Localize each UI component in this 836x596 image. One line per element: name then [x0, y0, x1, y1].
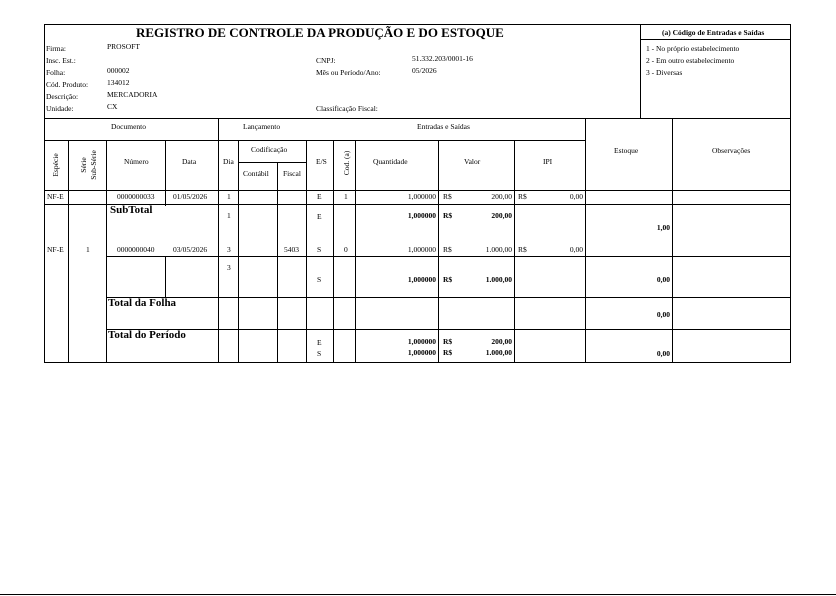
- subtotal1-currency: R$: [443, 211, 453, 220]
- row1-es: E: [317, 192, 322, 201]
- total-periodo-es-saida: S: [317, 349, 322, 358]
- col-serie: Série: [79, 157, 88, 173]
- row1-valor-currency: R$: [443, 192, 452, 201]
- row2-data: 03/05/2026: [173, 245, 208, 254]
- total-periodo-valor-saida: 1.000,00: [485, 348, 512, 357]
- subtotal-label: SubTotal: [110, 204, 153, 216]
- col-documento: Documento: [111, 122, 146, 131]
- code-item-2: 2 - Em outro estabelecimento: [646, 56, 735, 65]
- total-periodo-valor-entrada: 200,00: [491, 337, 512, 346]
- row1-numero: 0000000033: [117, 192, 155, 201]
- col-es: E/S: [316, 157, 327, 166]
- row1-quantidade: 1,000000: [407, 192, 436, 201]
- col-cod-a: Cod. (a): [342, 150, 351, 176]
- total-periodo-es-entrada: E: [317, 338, 322, 347]
- col-entradas-saidas: Entradas e Saídas: [417, 122, 470, 131]
- col-ipi: IPI: [543, 157, 553, 166]
- col-codificacao: Codificação: [251, 145, 288, 154]
- total-periodo-currency-saida: R$: [443, 348, 453, 357]
- col-data: Data: [182, 157, 197, 166]
- descricao-value: MERCADORIA: [107, 90, 158, 99]
- subtotal1-estoque: 1,00: [656, 223, 670, 232]
- total-periodo-currency-entrada: R$: [443, 337, 453, 346]
- code-item-3: 3 - Diversas: [646, 68, 683, 77]
- row1-ipi: 0,00: [569, 192, 583, 201]
- row2-numero: 0000000040: [117, 245, 155, 254]
- folha-value: 000002: [107, 66, 130, 75]
- total-periodo-estoque: 0,00: [656, 349, 670, 358]
- total-folha-estoque: 0,00: [656, 310, 670, 319]
- row1-data: 01/05/2026: [173, 192, 208, 201]
- firma-label: Firma:: [46, 44, 66, 53]
- total-periodo-label: Total do Período: [108, 329, 186, 341]
- col-numero: Número: [124, 157, 149, 166]
- total-periodo-qtd-entrada: 1,000000: [407, 337, 436, 346]
- subtotal1-quantidade: 1,000000: [407, 211, 436, 220]
- insc-label: Insc. Est.:: [46, 56, 76, 65]
- subtotal2-valor: 1.000,00: [485, 275, 512, 284]
- folha-label: Folha:: [46, 68, 66, 77]
- row2-es: S: [317, 245, 322, 254]
- unidade-label: Unidade:: [46, 104, 74, 113]
- col-fiscal: Fiscal: [283, 169, 301, 178]
- row2-valor-currency: R$: [443, 245, 452, 254]
- row2-ipi-currency: R$: [518, 245, 527, 254]
- classificacao-label: Classificação Fiscal:: [316, 104, 378, 113]
- subtotal1-dia: 1: [227, 211, 231, 220]
- subtotal2-estoque: 0,00: [656, 275, 670, 284]
- subtotal2-currency: R$: [443, 275, 453, 284]
- subtotal2-es: S: [317, 275, 322, 284]
- subtotal1-valor: 200,00: [491, 211, 512, 220]
- periodo-value: 05/2026: [412, 66, 437, 75]
- total-folha-label: Total da Folha: [108, 297, 177, 309]
- periodo-label: Mês ou Período/Ano:: [316, 68, 381, 77]
- row2-valor: 1.000,00: [485, 245, 512, 254]
- row2-ipi: 0,00: [569, 245, 583, 254]
- col-subserie: Sub-Série: [89, 150, 98, 180]
- row1-ipi-currency: R$: [518, 192, 527, 201]
- row2-serie: 1: [86, 245, 90, 254]
- row1-especie: NF-E: [47, 192, 64, 201]
- row2-especie: NF-E: [47, 245, 64, 254]
- row2-quantidade: 1,000000: [407, 245, 436, 254]
- subtotal2-dia: 3: [227, 263, 231, 272]
- row1-valor: 200,00: [491, 192, 512, 201]
- cod-produto-label: Cód. Produto:: [46, 80, 89, 89]
- row1-cod: 1: [344, 192, 348, 201]
- code-item-1: 1 - No próprio estabelecimento: [646, 44, 740, 53]
- firma-value: PROSOFT: [107, 42, 140, 51]
- col-especie: Espécie: [51, 153, 60, 177]
- col-lancamento: Lançamento: [243, 122, 281, 131]
- descricao-label: Descrição:: [46, 92, 79, 101]
- col-quantidade: Quantidade: [373, 157, 408, 166]
- page-title: REGISTRO DE CONTROLE DA PRODUÇÃO E DO ESTOQUE: [136, 25, 504, 40]
- total-periodo-qtd-saida: 1,000000: [407, 348, 436, 357]
- codes-title: (a) Código de Entradas e Saídas: [662, 28, 765, 37]
- row2-cod: 0: [344, 245, 348, 254]
- col-contabil: Contábil: [243, 169, 269, 178]
- unidade-value: CX: [107, 102, 118, 111]
- cnpj-label: CNPJ:: [316, 56, 336, 65]
- row2-dia: 3: [227, 245, 231, 254]
- row1-dia: 1: [227, 192, 231, 201]
- col-valor: Valor: [464, 157, 481, 166]
- subtotal2-quantidade: 1,000000: [407, 275, 436, 284]
- cod-produto-value: 134012: [107, 78, 130, 87]
- col-estoque: Estoque: [614, 146, 639, 155]
- cnpj-value: 51.332.203/0001-16: [412, 54, 473, 63]
- col-dia: Dia: [223, 157, 234, 166]
- row2-fiscal: 5403: [284, 245, 299, 254]
- col-observacoes: Observações: [712, 146, 751, 155]
- subtotal1-es: E: [317, 212, 322, 221]
